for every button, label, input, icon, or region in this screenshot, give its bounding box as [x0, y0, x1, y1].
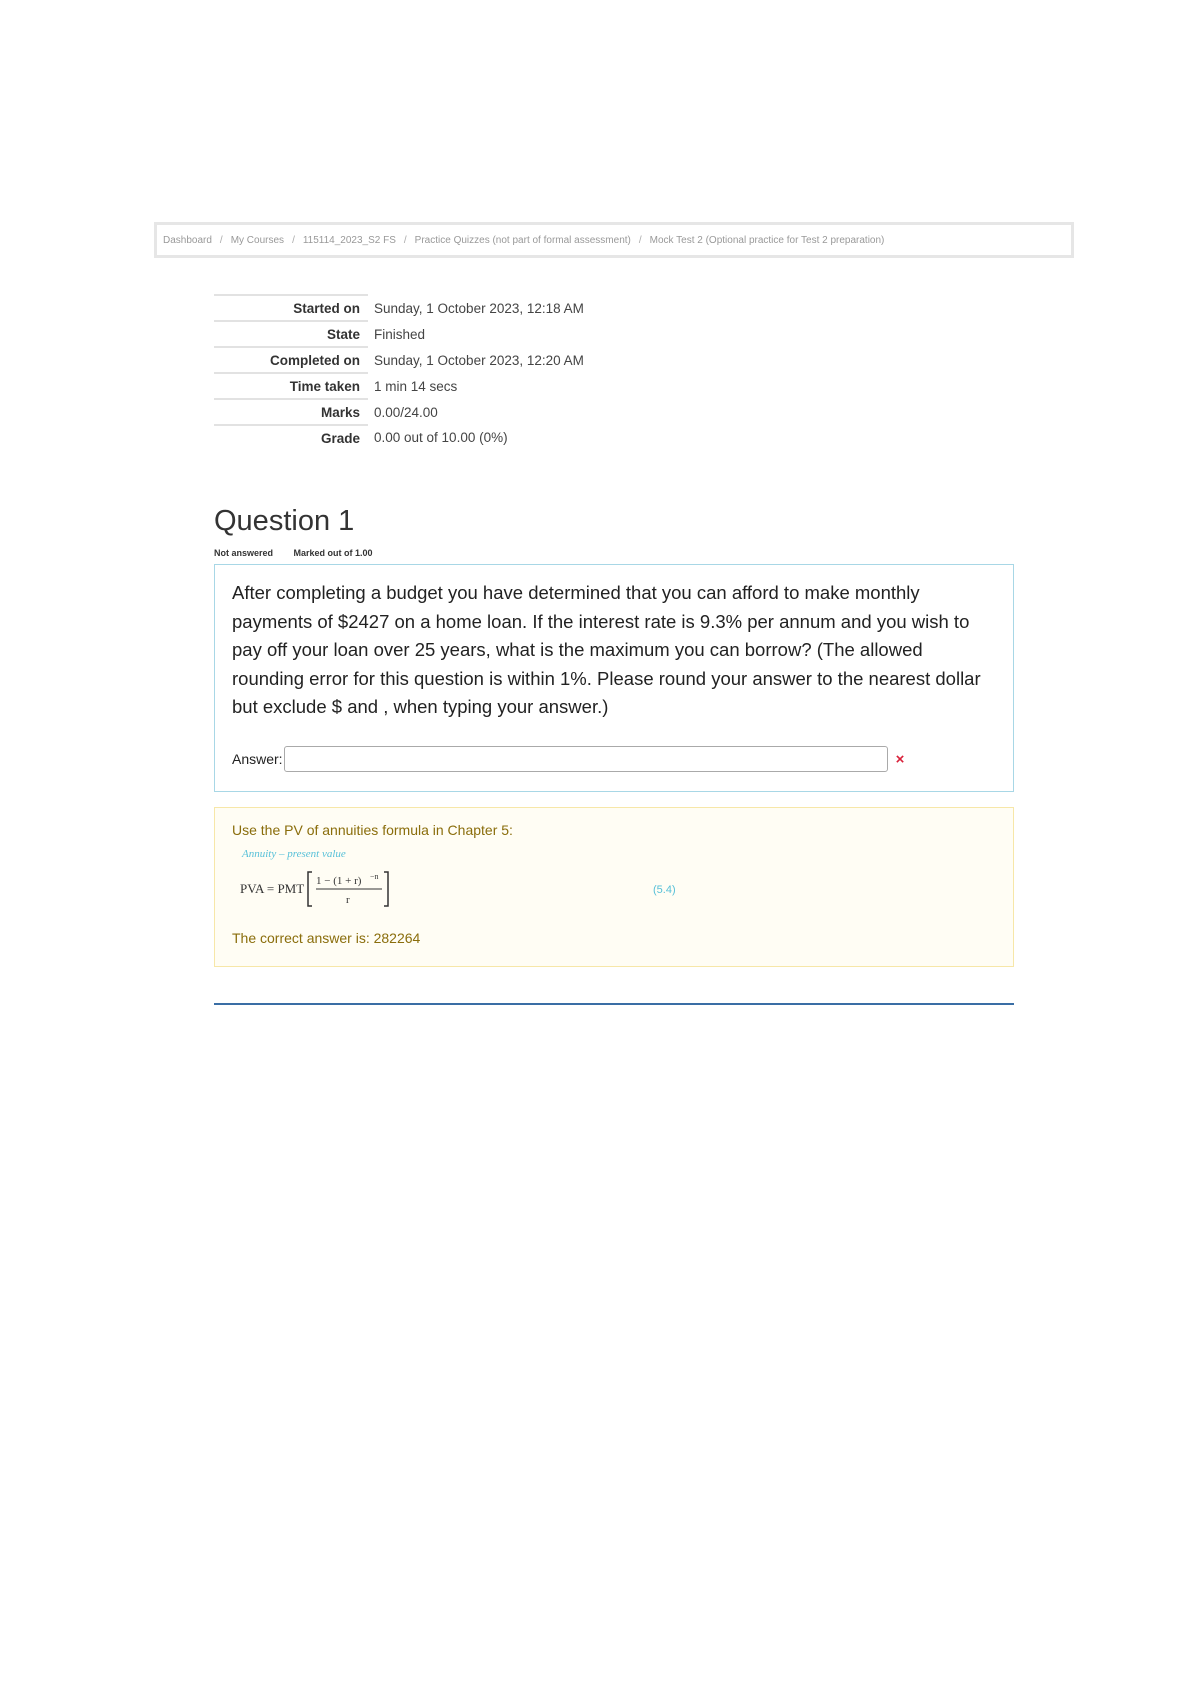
summary-row-state — [214, 321, 584, 347]
summary-row-completed — [214, 347, 584, 373]
formula-exponent: −n — [370, 872, 379, 881]
question-text: After completing a budget you have determined that you can afford to make monthly payments of $2427 on a home loan. If the interest rate is 9.3% per annum and you wish to pay off your loan over 25 years, what is the maximum you can borrow? (The allowed rounding error for this question is within 1%. Please round your answer to the nearest dollar but exclude $ and , when typing your answer.) — [232, 582, 981, 717]
question-marked: Marked out of 1.00 — [293, 548, 373, 558]
question-divider — [214, 1003, 1014, 1005]
breadcrumb-separator: / — [292, 234, 295, 246]
bracket-left — [308, 872, 312, 906]
summary-value: 0.00 out of 10.00 (0%) — [374, 430, 508, 445]
formula-ref: (5.4) — [653, 884, 676, 896]
summary-value: 0.00/24.00 — [374, 404, 438, 420]
breadcrumb-separator: / — [403, 234, 407, 246]
summary-label: Completed on — [214, 347, 368, 373]
incorrect-icon: × — [895, 750, 905, 768]
breadcrumb — [154, 222, 1074, 258]
bracket-right — [384, 872, 388, 906]
correct-answer: The correct answer is: 282264 — [232, 930, 421, 946]
question-info — [214, 548, 373, 558]
general-feedback-box — [214, 807, 1014, 967]
summary-label: Marks — [214, 399, 368, 425]
question-title: Question 1 — [214, 505, 355, 537]
summary-value: Sunday, 1 October 2023, 12:18 AM — [374, 300, 584, 316]
summary-row-grade — [214, 425, 584, 450]
breadcrumb-separator: / — [219, 234, 223, 246]
summary-value: Finished — [374, 326, 426, 342]
breadcrumb-mock-test[interactable]: Mock Test 2 (Optional practice for Test 2 preparation) — [649, 234, 885, 246]
summary-row-marks — [214, 399, 584, 425]
summary-value: 1 min 14 secs — [374, 378, 458, 394]
answer-label: Answer: — [232, 751, 283, 767]
summary-label: Grade — [214, 425, 368, 450]
answer-input[interactable] — [284, 746, 888, 772]
breadcrumb-practice-quizzes[interactable]: Practice Quizzes (not part of formal assessment) — [414, 234, 631, 246]
summary-label: State — [214, 321, 368, 347]
formula-heading: Annuity – present value — [242, 848, 346, 860]
formula-left: PVA = PMT — [240, 881, 305, 896]
question-content-box — [214, 564, 1014, 792]
formula-numerator: 1 − (1 + r) — [316, 875, 362, 887]
summary-label: Time taken — [214, 373, 368, 399]
attempt-summary-table — [214, 294, 584, 450]
question-status: Not answered — [214, 548, 274, 558]
breadcrumb-dashboard[interactable]: Dashboard — [163, 234, 212, 246]
breadcrumb-separator: / — [638, 234, 642, 246]
summary-row-time-taken — [214, 373, 584, 399]
breadcrumb-course[interactable]: 115114_2023_S2 FS — [302, 234, 396, 246]
feedback-hint: Use the PV of annuities formula in Chapter 5: — [232, 822, 513, 838]
answer-row — [232, 746, 904, 772]
pva-formula — [240, 866, 680, 910]
summary-value: Sunday, 1 October 2023, 12:20 AM — [374, 352, 584, 368]
summary-label: Started on — [214, 295, 368, 321]
summary-row-started — [214, 295, 584, 321]
formula-denominator: r — [346, 894, 350, 906]
breadcrumb-my-courses[interactable]: My Courses — [230, 234, 285, 246]
